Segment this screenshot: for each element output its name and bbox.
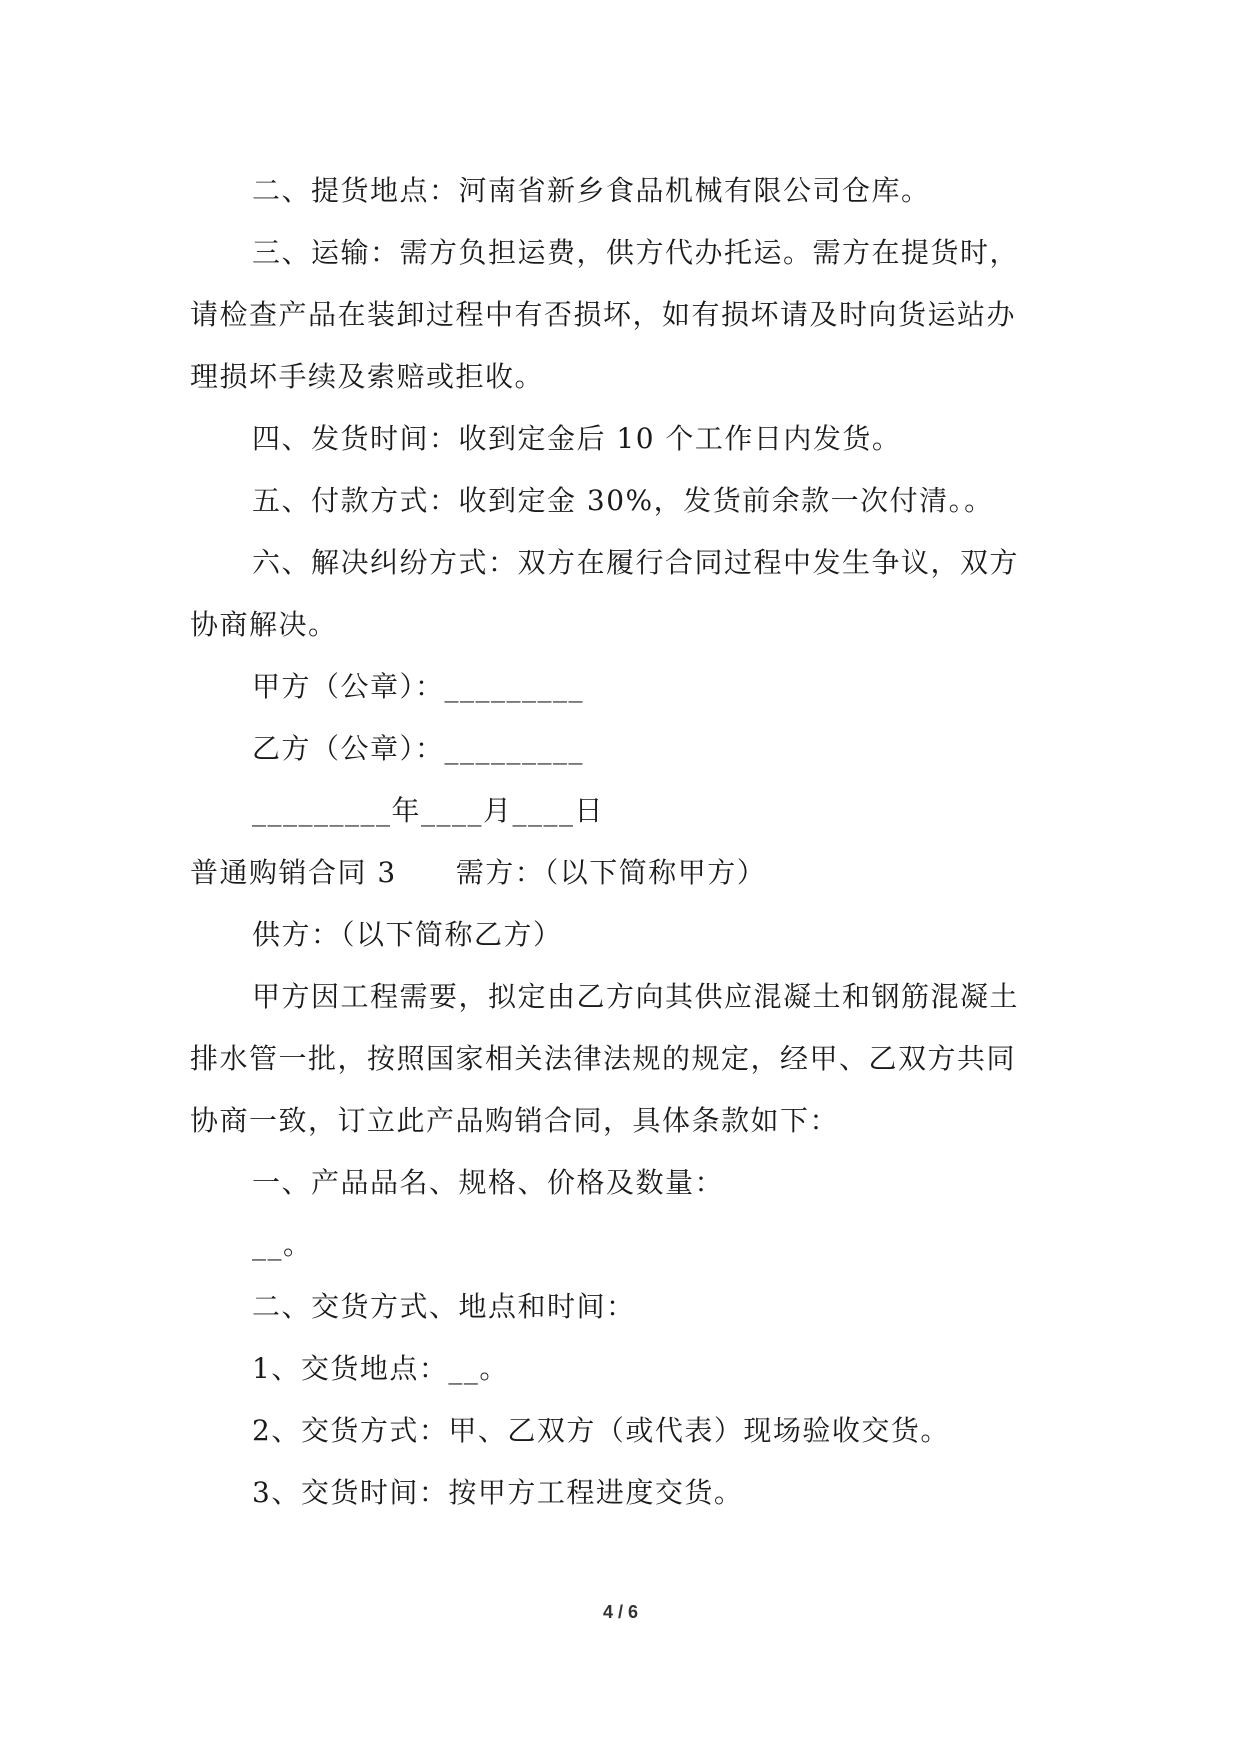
clause-transport-cont-2: 理损坏手续及索赔或拒收。 — [190, 360, 545, 393]
clause-product-spec: 一、产品品名、规格、价格及数量： — [252, 1166, 725, 1199]
preamble-cont-1: 排水管一批，按照国家相关法律法规的规定，经甲、乙双方共同 — [190, 1042, 1017, 1075]
page-number: 4 / 6 — [602, 1602, 639, 1622]
clause-delivery-schedule: 3、交货时间：按甲方工程进度交货。 — [252, 1476, 744, 1509]
contract-3-heading: 普通购销合同 3 需方：（以下简称甲方） — [190, 856, 767, 889]
clause-dispute-cont: 协商解决。 — [190, 608, 338, 641]
preamble-cont-2: 协商一致，订立此产品购销合同，具体条款如下： — [190, 1104, 840, 1137]
clause-delivery-method: 2、交货方式：甲、乙双方（或代表）现场验收交货。 — [252, 1414, 950, 1447]
clause-payment: 五、付款方式：收到定金 30%，发货前余款一次付清。。 — [252, 484, 994, 517]
document-body — [190, 160, 1050, 1524]
signature-party-a: 甲方（公章）：_________ — [252, 670, 585, 703]
clause-transport: 三、运输：需方负担运费，供方代办托运。需方在提货时， — [252, 236, 1020, 269]
clause-delivery-heading: 二、交货方式、地点和时间： — [252, 1290, 636, 1323]
supplier-line: 供方：（以下简称乙方） — [252, 918, 563, 951]
clause-delivery-time: 四、发货时间：收到定金后 10 个工作日内发货。 — [252, 422, 902, 455]
signature-date: _________年____月____日 — [252, 794, 605, 827]
clause-pickup-location: 二、提货地点：河南省新乡食品机械有限公司仓库。 — [252, 174, 931, 207]
clause-dispute: 六、解决纠纷方式：双方在履行合同过程中发生争议，双方 — [252, 546, 1020, 579]
clause-delivery-location: 1、交货地点：__。 — [252, 1352, 509, 1385]
signature-party-b: 乙方（公章）：_________ — [252, 732, 585, 765]
clause-transport-cont-1: 请检查产品在装卸过程中有否损坏，如有损坏请及时向货运站办 — [190, 298, 1017, 331]
clause-product-spec-blank: __。 — [252, 1228, 313, 1261]
preamble: 甲方因工程需要，拟定由乙方向其供应混凝土和钢筋混凝土 — [252, 980, 1020, 1013]
